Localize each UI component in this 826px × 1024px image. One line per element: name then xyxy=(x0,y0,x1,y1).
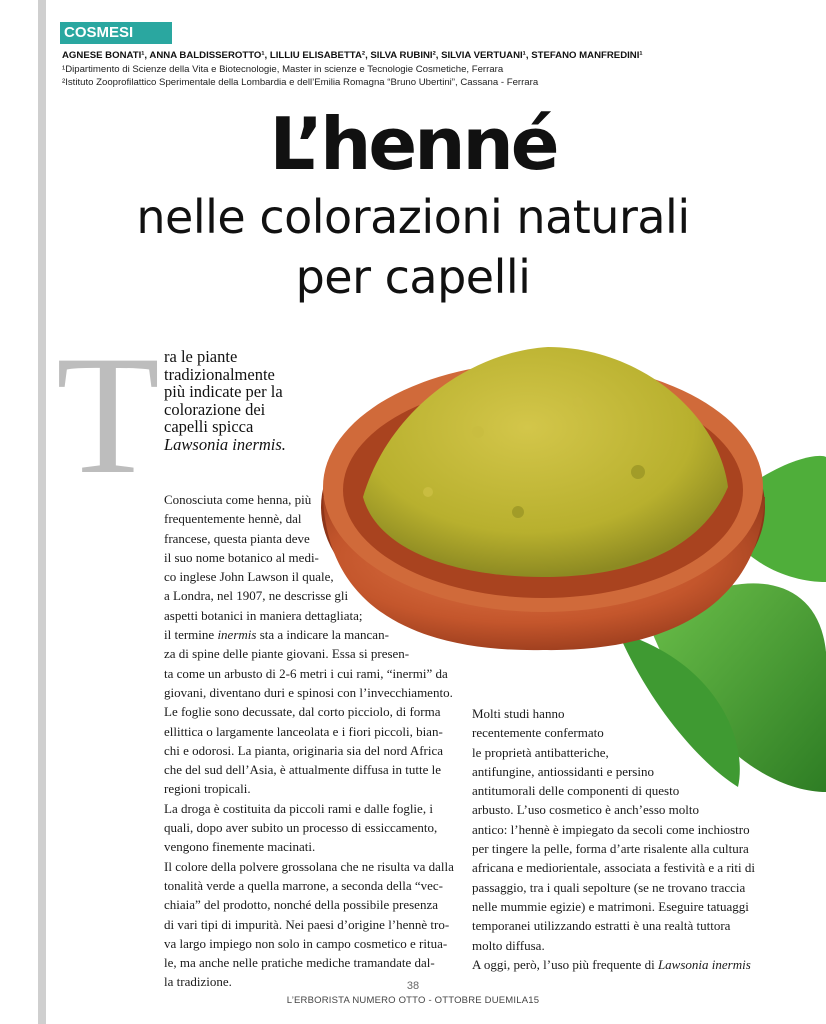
text-line: africana e mediorientale, associata a festività e a riti di xyxy=(472,860,755,876)
lead-line: colorazione dei xyxy=(164,399,266,419)
text-line: vengono finemente macinati. xyxy=(164,839,316,855)
body-column-2 xyxy=(472,704,764,974)
page-footer: L’ERBORISTA NUMERO OTTO - OTTOBRE DUEMILA15 xyxy=(286,995,540,1006)
lead-line: capelli spicca xyxy=(164,417,254,436)
text-line: Molti studi hanno xyxy=(472,706,565,721)
text-line: giovani, diventano duri e spinosi con l’invecchiamento. xyxy=(164,684,453,700)
lead-line: ra le piante xyxy=(164,347,238,366)
article-title: L’henné xyxy=(269,102,557,186)
text-line: quali, dopo aver subito un processo di essiccamento, xyxy=(164,820,438,836)
article-subtitle-line-1: nelle colorazioni naturali xyxy=(136,190,690,244)
text-line: tonalità verde a quella marrone, a seconda della “vec- xyxy=(164,877,443,893)
text-line: le proprietà antibatteriche, xyxy=(472,744,609,760)
text-line: frequentemente hennè, dal xyxy=(164,511,302,527)
text-line: per tingere la pelle, forma d’arte risalente alla cultura xyxy=(472,841,749,857)
text-line: Conosciuta come henna, più xyxy=(164,492,312,507)
lead-paragraph xyxy=(164,348,344,453)
text-line: molto diffusa. xyxy=(472,937,545,953)
text-line: arbusto. L’uso cosmetico è anch’esso molto xyxy=(472,802,699,818)
text-line: za di spine delle piante giovani. Essa si presen- xyxy=(164,646,410,662)
page-number: 38 xyxy=(406,980,420,992)
text-line: aspetti botanici in maniera dettagliata; xyxy=(164,607,363,623)
lead-line: tradizionalmente xyxy=(164,364,275,384)
text-line: che del sud dell’Asia, è attualmente diffusa in tutte le xyxy=(164,762,442,778)
text-line: Il colore della polvere grossolana che ne risulta va dalla xyxy=(164,858,454,874)
text-line: chiaia” del prodotto, nonché della possibile presenza xyxy=(164,897,438,913)
text-line: co inglese John Lawson il quale, xyxy=(164,569,334,585)
text-line: passaggio, tra i quali sepolture (se ne trovano traccia xyxy=(472,879,746,895)
text-line: recentemente confermato xyxy=(472,725,604,741)
text-line: La droga è costituita da piccoli rami e dalle foglie, i xyxy=(164,800,433,816)
affiliation-1: ¹Dipartimento di Scienze della Vita e Biotecnologie, Master in scienze e Tecnologie Cosmetiche, Ferrara xyxy=(62,64,504,75)
authors-line: AGNESE BONATI¹, ANNA BALDISSEROTTO¹, LILLIU ELISABETTA², SILVA RUBINI², SILVIA VERTUANI¹, STEFANO MANFREDINI¹ xyxy=(62,50,643,61)
text-line: Le foglie sono decussate, dal corto picciolo, di forma xyxy=(164,704,441,720)
text-line: il termine inermis sta a indicare la mancan- xyxy=(164,627,389,643)
text-line: francese, questa pianta deve xyxy=(164,530,310,546)
lead-line-species: Lawsonia inermis. xyxy=(164,434,286,454)
text-line: A oggi, però, l’uso più frequente di Lawsonia inermis xyxy=(472,956,751,972)
article-subtitle-line-2: per capelli xyxy=(295,250,531,304)
text-line: la tradizione. xyxy=(164,974,232,990)
lead-line: più indicate per la xyxy=(164,382,283,401)
body-column-1 xyxy=(164,490,464,992)
drop-cap: T xyxy=(56,321,160,509)
section-tag: COSMESI xyxy=(60,22,172,44)
text-line: di vari tipi di impurità. Nei paesi d’origine l’hennè tro- xyxy=(164,916,450,932)
text-line: regioni tropicali. xyxy=(164,781,251,797)
text-line: temporanei utilizzando estratti è una realtà tuttora xyxy=(472,918,731,934)
text-line: nelle mummie egizie) e matrimoni. Eseguire tatuaggi xyxy=(472,898,749,914)
text-line: il suo nome botanico al medi- xyxy=(164,549,319,565)
text-line: va largo impiego non solo in campo cosmetico e ritua- xyxy=(164,935,448,951)
affiliation-2: ²Istituto Zooprofilattico Sperimentale della Lombardia e dell’Emilia Romagna “Bruno Ubertini”, Cassana - Ferrara xyxy=(62,77,539,88)
text-line: antifungine, antiossidanti e persino xyxy=(472,763,654,779)
text-line: antico: l’hennè è impiegato da secoli come inchiostro xyxy=(472,821,750,837)
text-line: le, ma anche nelle pratiche mediche tramandate dal- xyxy=(164,955,435,971)
text-line: antitumorali delle componenti di questo xyxy=(472,783,680,799)
text-line: ta come un arbusto di 2-6 metri i cui rami, “inermi” da xyxy=(164,665,448,681)
text-line: ellittica o largamente lanceolata e i fiori piccoli, bian- xyxy=(164,723,443,739)
text-line: a Londra, nel 1907, ne descrisse gli xyxy=(164,588,349,604)
text-line: chi e odorosi. La pianta, originaria sia del nord Africa xyxy=(164,742,444,758)
